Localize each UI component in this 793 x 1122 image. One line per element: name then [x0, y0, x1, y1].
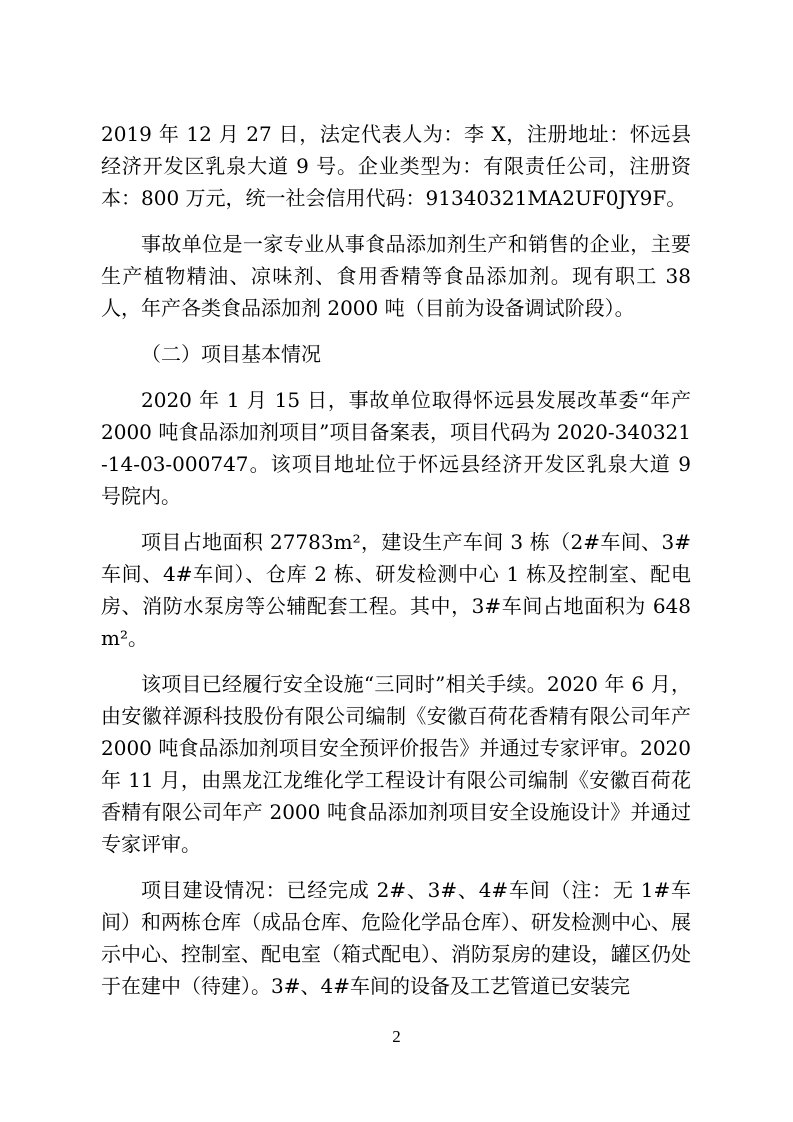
- paragraph-project-area: 项目占地面积 27783m²，建设生产车间 3 栋（2#车间、3#车间、4#车间）、仓库 2 栋、研发检测中心 1 栋及控制室、配电房、消防水泵房等公辅配套工程。其中，3#车间占地面积为 648m²。: [101, 530, 691, 650]
- paragraph-company-registration: 2019 年 12 月 27 日，法定代表人为：李 X，注册地址：怀远县经济开发区乳泉大道 9 号。企业类型为：有限责任公司，注册资本：800 万元，统一社会信用代码：91340321MA2UF0JY9F。: [101, 122, 691, 210]
- paragraph-company-business: 事故单位是一家专业从事食品添加剂生产和销售的企业，主要生产植物精油、凉味剂、食用香精等食品添加剂。现有职工 38 人，年产各类食品添加剂 2000 吨（目前为设备调试阶段）。: [101, 232, 691, 320]
- body-text: [101, 118, 691, 1002]
- paragraph-project-filing: 2020 年 1 月 15 日，事故单位取得怀远县发展改革委“年产 2000 吨食品添加剂项目”项目备案表，项目代码为 2020-340321-14-03-000747。该项目地址位于怀远县经济开发区乳泉大道 9 号院内。: [101, 388, 691, 508]
- paragraph-construction-status: 项目建设情况：已经完成 2#、3#、4#车间（注：无 1#车间）和两栋仓库（成品仓库、危险化学品仓库）、研发检测中心、展示中心、控制室、配电室（箱式配电）、消防泵房的建设，罐区仍处于在建中（待建）。3#、4#车间的设备及工艺管道已安装完: [101, 878, 691, 998]
- paragraph-safety-procedures: 该项目已经履行安全设施“三同时”相关手续。2020 年 6 月，由安徽祥源科技股份有限公司编制《安徽百荷花香精有限公司年产 2000 吨食品添加剂项目安全预评价报告》并通过专家评审。2020 年 11 月，由黑龙江龙维化学工程设计有限公司编制《安徽百荷花香精有限公司年产 2000 吨食品添加剂项目安全设施设计》并通过专家评审。: [101, 672, 691, 856]
- page-number: 2: [392, 1027, 401, 1046]
- section-heading-project-basics: （二）项目基本情况: [141, 342, 321, 366]
